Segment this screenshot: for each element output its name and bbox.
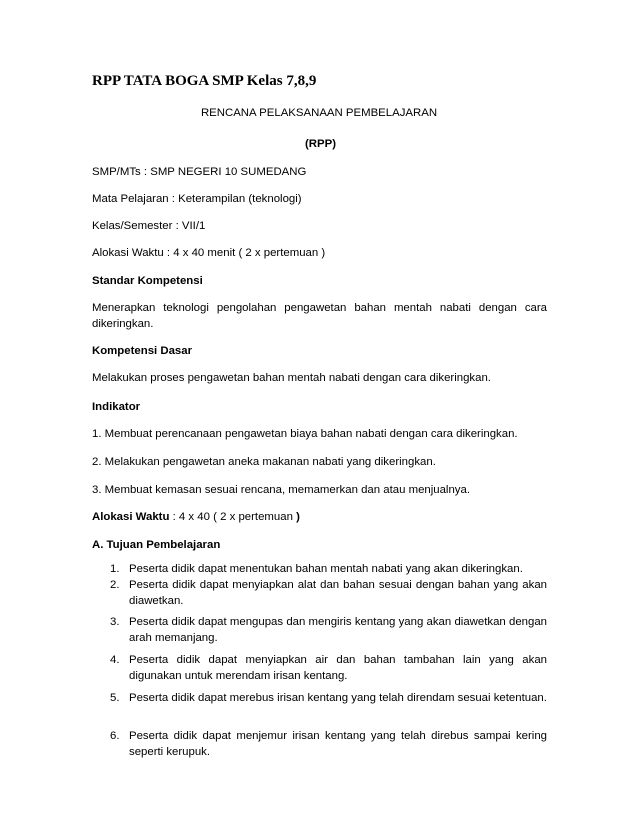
alokasi-waktu-value: : 4 x 40 ( 2 x pertemuan <box>169 511 297 523</box>
objective-number: 2. <box>110 579 120 591</box>
rpp-heading <box>0 106 638 121</box>
kompetensi-dasar-text: Melakukan proses pengawetan bahan mentah nabati dengan cara dikeringkan. <box>92 372 491 384</box>
objective-number: 6. <box>110 730 120 742</box>
objective-number: 1. <box>110 563 120 575</box>
objective-item <box>110 690 547 706</box>
kompetensi-dasar-heading: Kompetensi Dasar <box>92 345 193 357</box>
objective-text: Peserta didik dapat menyiapkan alat dan bahan sesuai dengan bahan yang akan diawetkan. <box>129 579 547 607</box>
indicator-item: 2. Melakukan pengawetan aneka makanan nabati yang dikeringkan. <box>92 456 436 468</box>
standar-kompetensi-heading: Standar Kompetensi <box>92 275 203 287</box>
objective-text: Peserta didik dapat menjemur irisan kentang yang telah direbus sampai kering seperti kerupuk. <box>129 730 547 758</box>
objective-item <box>110 614 547 646</box>
tujuan-pembelajaran-heading: A. Tujuan Pembelajaran <box>92 539 221 551</box>
standar-kompetensi-text: Menerapkan teknologi pengolahan pengawetan bahan mentah nabati dengan cara dikeringkan. <box>92 302 547 330</box>
objective-item <box>110 728 547 760</box>
indicator-item: 1. Membuat perencanaan pengawetan biaya bahan nabati dengan cara dikeringkan. <box>92 428 518 440</box>
rpp-abbr: (RPP) <box>305 138 337 150</box>
objective-number: 4. <box>110 654 120 666</box>
indikator-heading: Indikator <box>92 401 141 413</box>
class-semester-line: Kelas/Semester : VII/1 <box>92 220 206 232</box>
indicator-item: 3. Membuat kemasan sesuai rencana, memamerkan dan atau menjualnya. <box>92 484 470 496</box>
school-line: SMP/MTs : SMP NEGERI 10 SUMEDANG <box>92 166 307 178</box>
alokasi-waktu-close: ) <box>296 511 300 523</box>
objective-item <box>110 561 547 577</box>
rpp-heading-text: RENCANA PELAKSANAAN PEMBELAJARAN <box>200 107 438 119</box>
document-title: RPP TATA BOGA SMP Kelas 7,8,9 <box>92 73 317 89</box>
alokasi-waktu-label: Alokasi Waktu <box>92 511 170 523</box>
objective-number: 5. <box>110 692 120 704</box>
objective-text: Peserta didik dapat menentukan bahan mentah nabati yang akan dikeringkan. <box>129 563 523 575</box>
time-allocation-line: Alokasi Waktu : 4 x 40 menit ( 2 x pertemuan ) <box>92 247 326 259</box>
objective-item <box>110 652 547 684</box>
objective-text: Peserta didik dapat mengupas dan mengiris kentang yang akan diawetkan dengan arah memanjang. <box>129 616 547 644</box>
alokasi-waktu-line <box>92 510 300 525</box>
objective-item <box>110 577 547 609</box>
subject-line: Mata Pelajaran : Keterampilan (teknologi) <box>92 193 302 205</box>
objective-number: 3. <box>110 616 120 628</box>
objective-text: Peserta didik dapat menyiapkan air dan bahan tambahan lain yang akan digunakan untuk merendam irisan kentang. <box>129 654 547 682</box>
objective-text: Peserta didik dapat merebus irisan kentang yang telah direndam sesuai ketentuan. <box>129 692 547 704</box>
